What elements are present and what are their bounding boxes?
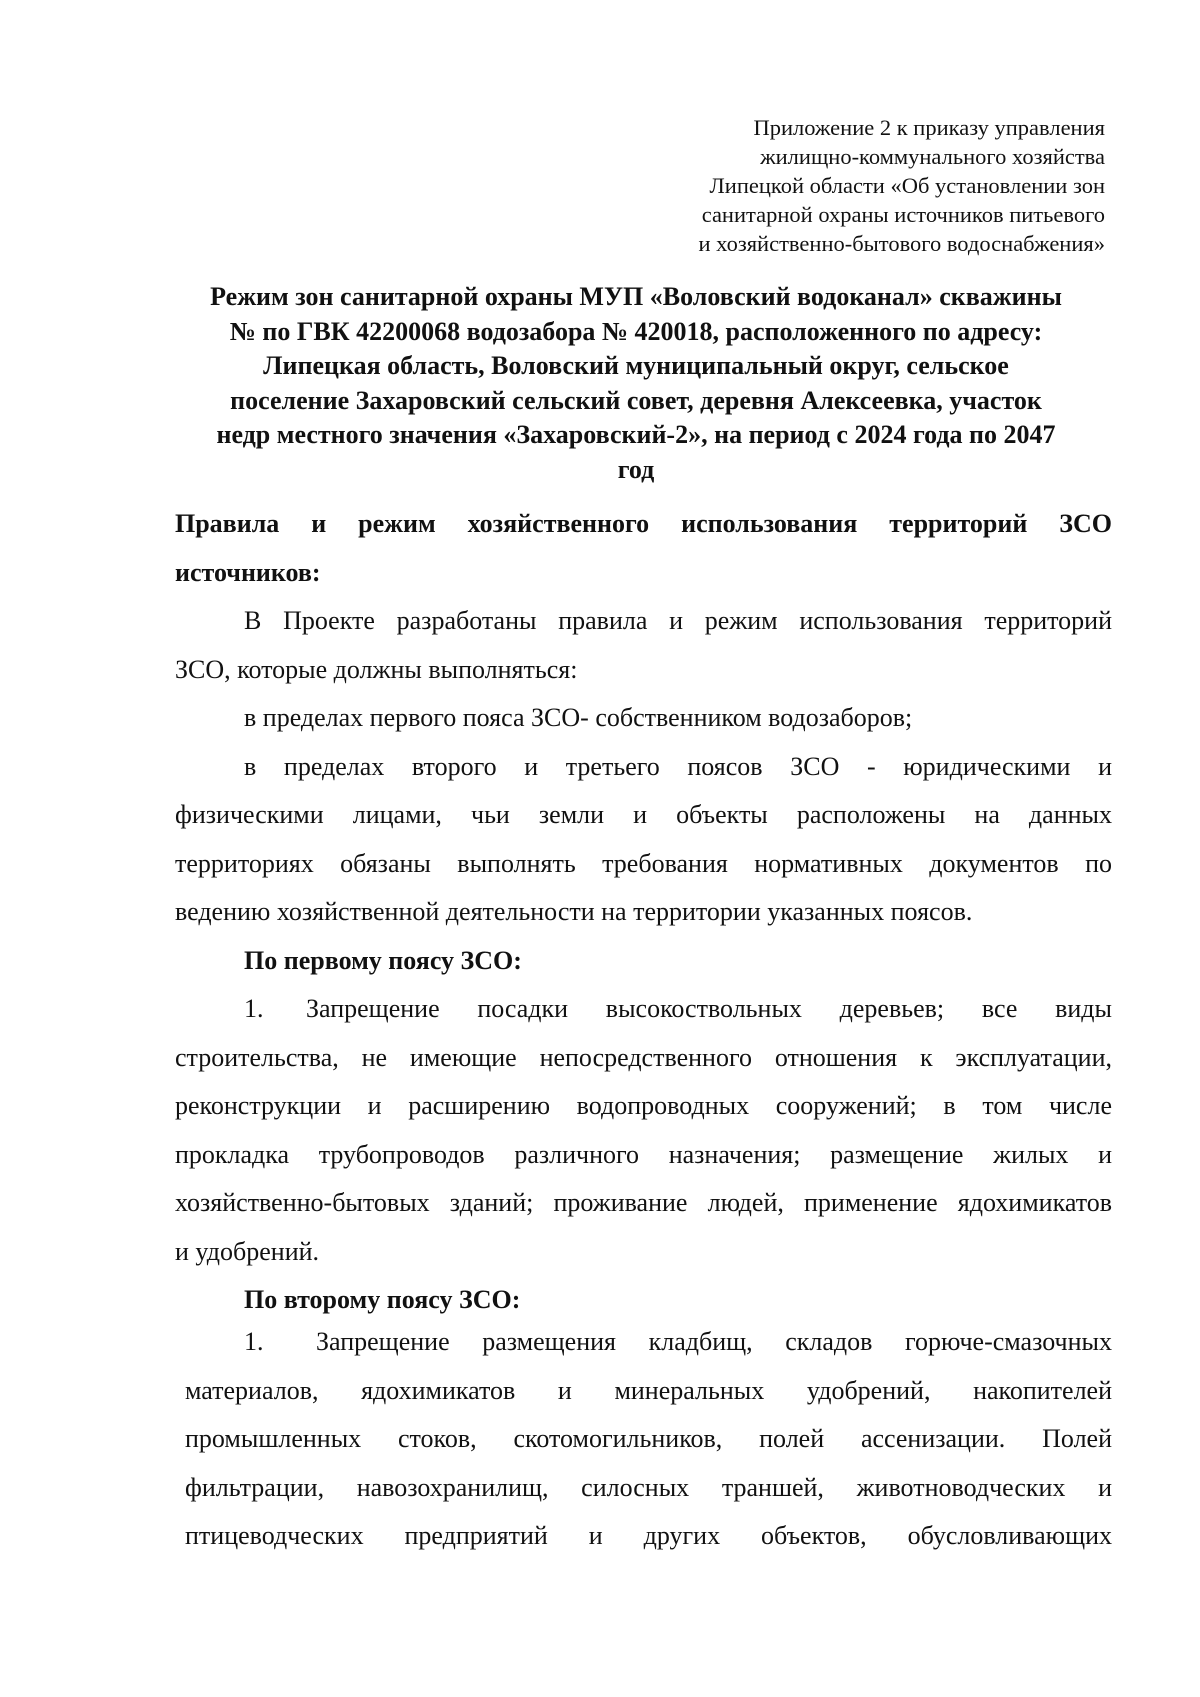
belt2-heading: По второму поясу ЗСО: [244,1285,521,1314]
belt1-item [175,985,1112,1034]
second-third-zone-rule-cont: физическими лицами, чьи земли и объекты расположены на данных [175,800,1112,829]
belt1-item-cont: хозяйственно-бытовых зданий; проживание людей, применение ядохимикатов [175,1188,1112,1217]
belt2-item-text: Запрещение размещения кладбищ, складов горюче-смазочных [316,1327,1112,1356]
belt2-item [185,1318,1112,1367]
appendix-note [699,113,1105,258]
title-line: недр местного значения «Захаровский-2», на период с 2024 года по 2047 [216,420,1056,450]
section-heading: Правила и режим хозяйственного использования территорий ЗСО [175,509,1112,538]
title-line: год [617,454,655,484]
belt1-item-number: 1. [244,994,264,1023]
belt2-item-cont: промышленных стоков, скотомогильников, полей ассенизации. Полей [185,1424,1112,1453]
belt2-item-number: 1. [244,1327,264,1356]
belt1-item-cont: прокладка трубопроводов различного назначения; размещение жилых и [175,1139,1112,1169]
second-third-zone-rule: в пределах второго и третьего поясов ЗСО - юридическими и [244,751,1112,781]
belt2-item-cont: птицеводческих предприятий и других объектов, обусловливающих [185,1521,1112,1550]
title-line: № по ГВК 42200068 водозабора № 420018, расположенного по адресу: [229,316,1043,346]
intro-paragraph: В Проекте разработаны правила и режим использования территорий [244,606,1112,635]
belt1-item-cont: и удобрений. [175,1236,320,1266]
appendix-line: и хозяйственно-бытового водоснабжения» [698,231,1105,256]
belt2-section [185,1318,1112,1561]
title-line: Липецкая область, Воловский муниципальный округ, сельское [263,351,1009,381]
second-third-zone-rule-cont: территориях обязаны выполнять требования нормативных документов по [175,848,1112,878]
appendix-line: Приложение 2 к приказу управления [753,115,1105,140]
intro-paragraph-cont: ЗСО, которые должны выполняться: [175,654,578,684]
belt2-item-cont: материалов, ядохимикатов и минеральных удобрений, накопителей [185,1375,1112,1405]
belt2-item-cont: фильтрации, навозохранилищ, силосных траншей, животноводческих и [185,1472,1112,1502]
second-third-zone-rule-cont: ведению хозяйственной деятельности на территории указанных поясов. [175,897,973,926]
document-title [160,280,1112,488]
rules-section [175,500,1112,1325]
belt1-item-cont: строительства, не имеющие непосредственного отношения к эксплуатации, [175,1042,1112,1072]
section-heading-cont: источников: [175,557,321,587]
belt1-item-text: Запрещение посадки высокоствольных деревьев; все виды [306,994,1112,1023]
first-zone-rule: в пределах первого пояса ЗСО- собственником водозаборов; [244,703,913,732]
appendix-line: жилищно-коммунального хозяйства [760,144,1105,169]
appendix-line: Липецкой области «Об установлении зон [709,173,1105,198]
title-line: Режим зон санитарной охраны МУП «Воловский водоканал» скважины [210,282,1062,311]
appendix-line: санитарной охраны источников питьевого [701,202,1105,227]
belt1-heading: По первому поясу ЗСО: [244,945,522,975]
title-line: поселение Захаровский сельский совет, деревня Алексеевка, участок [230,385,1042,415]
belt1-item-cont: реконструкции и расширению водопроводных сооружений; в том числе [175,1091,1112,1120]
